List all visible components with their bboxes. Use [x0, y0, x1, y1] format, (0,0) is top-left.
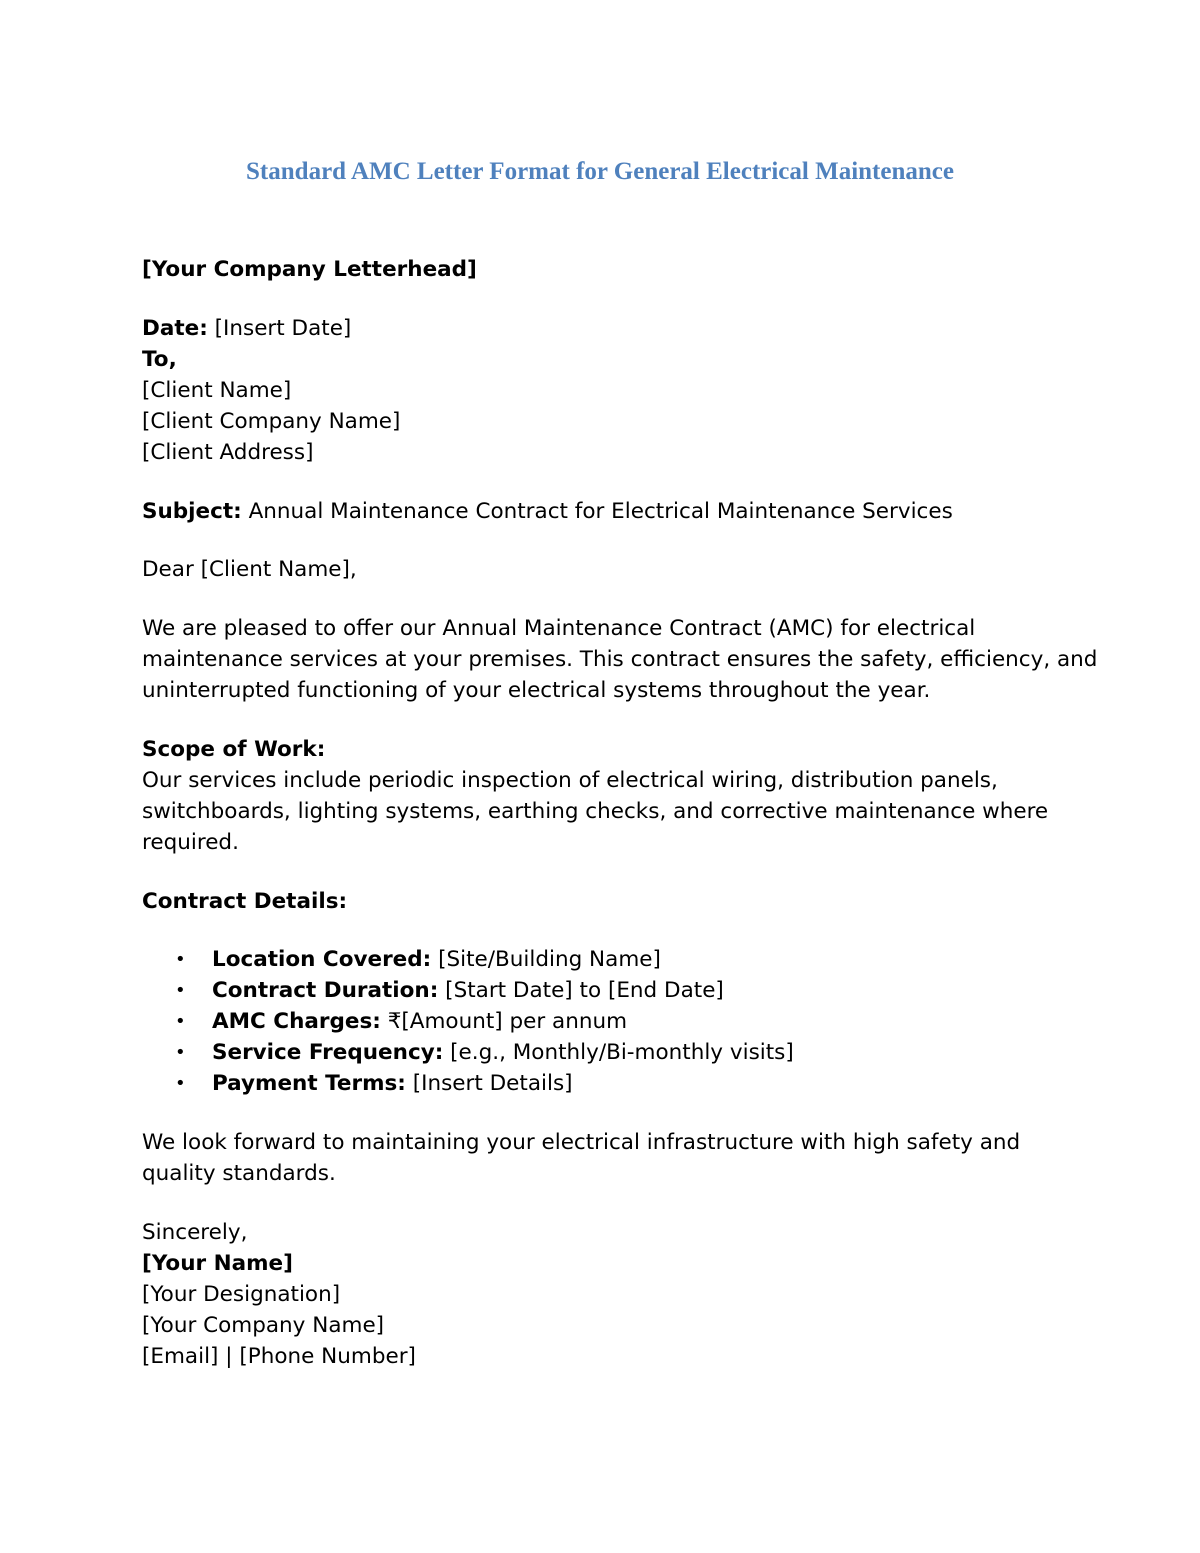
closing-line-1: We look forward to maintaining your electrical infrastructure with high safety and	[142, 1130, 1021, 1155]
contract-heading: Contract Details:	[142, 889, 348, 914]
bullet-icon: •	[175, 1073, 186, 1094]
bullet-icon: •	[175, 949, 186, 970]
subject-line	[142, 496, 953, 527]
signer-designation: [Your Designation]	[142, 1282, 341, 1307]
bullet-icon: •	[175, 1042, 186, 1063]
client-address: [Client Address]	[142, 440, 314, 465]
date-label: Date:	[142, 316, 208, 341]
date-value: [Insert Date]	[207, 316, 352, 341]
subject-label: Subject:	[142, 499, 242, 524]
intro-line-1: We are pleased to offer our Annual Maintenance Contract (AMC) for electrical	[142, 616, 976, 641]
client-company: [Client Company Name]	[142, 409, 401, 434]
list-item: AMC Charges: ₹[Amount] per annum	[212, 1009, 628, 1034]
signer-company: [Your Company Name]	[142, 1313, 385, 1338]
date-line	[142, 313, 351, 344]
intro-line-3: uninterrupted functioning of your electrical systems throughout the year.	[142, 678, 931, 703]
list-item: Location Covered: [Site/Building Name]	[212, 947, 661, 972]
bullet-icon: •	[175, 980, 186, 1001]
closing-line-2: quality standards.	[142, 1161, 336, 1186]
scope-line-2: switchboards, lighting systems, earthing checks, and corrective maintenance where	[142, 799, 1049, 824]
signer-name: [Your Name]	[142, 1251, 293, 1276]
intro-line-2: maintenance services at your premises. This contract ensures the safety, efficiency, and	[142, 647, 1098, 672]
salutation: Dear [Client Name],	[142, 557, 357, 582]
list-item: Contract Duration: [Start Date] to [End Date]	[212, 978, 724, 1003]
list-item: Payment Terms: [Insert Details]	[212, 1071, 573, 1096]
bullet-icon: •	[175, 1011, 186, 1032]
subject-value: Annual Maintenance Contract for Electrical Maintenance Services	[241, 499, 953, 524]
sign-off: Sincerely,	[142, 1220, 248, 1245]
scope-line-1: Our services include periodic inspection of electrical wiring, distribution panels,	[142, 768, 998, 793]
scope-line-3: required.	[142, 830, 239, 855]
signer-contact: [Email] | [Phone Number]	[142, 1344, 416, 1369]
scope-heading: Scope of Work:	[142, 737, 326, 762]
list-item: Service Frequency: [e.g., Monthly/Bi-monthly visits]	[212, 1040, 794, 1065]
client-name: [Client Name]	[142, 378, 292, 403]
to-label: To,	[142, 347, 177, 372]
document-title: Standard AMC Letter Format for General Electrical Maintenance	[246, 158, 954, 185]
letterhead: [Your Company Letterhead]	[142, 257, 477, 282]
